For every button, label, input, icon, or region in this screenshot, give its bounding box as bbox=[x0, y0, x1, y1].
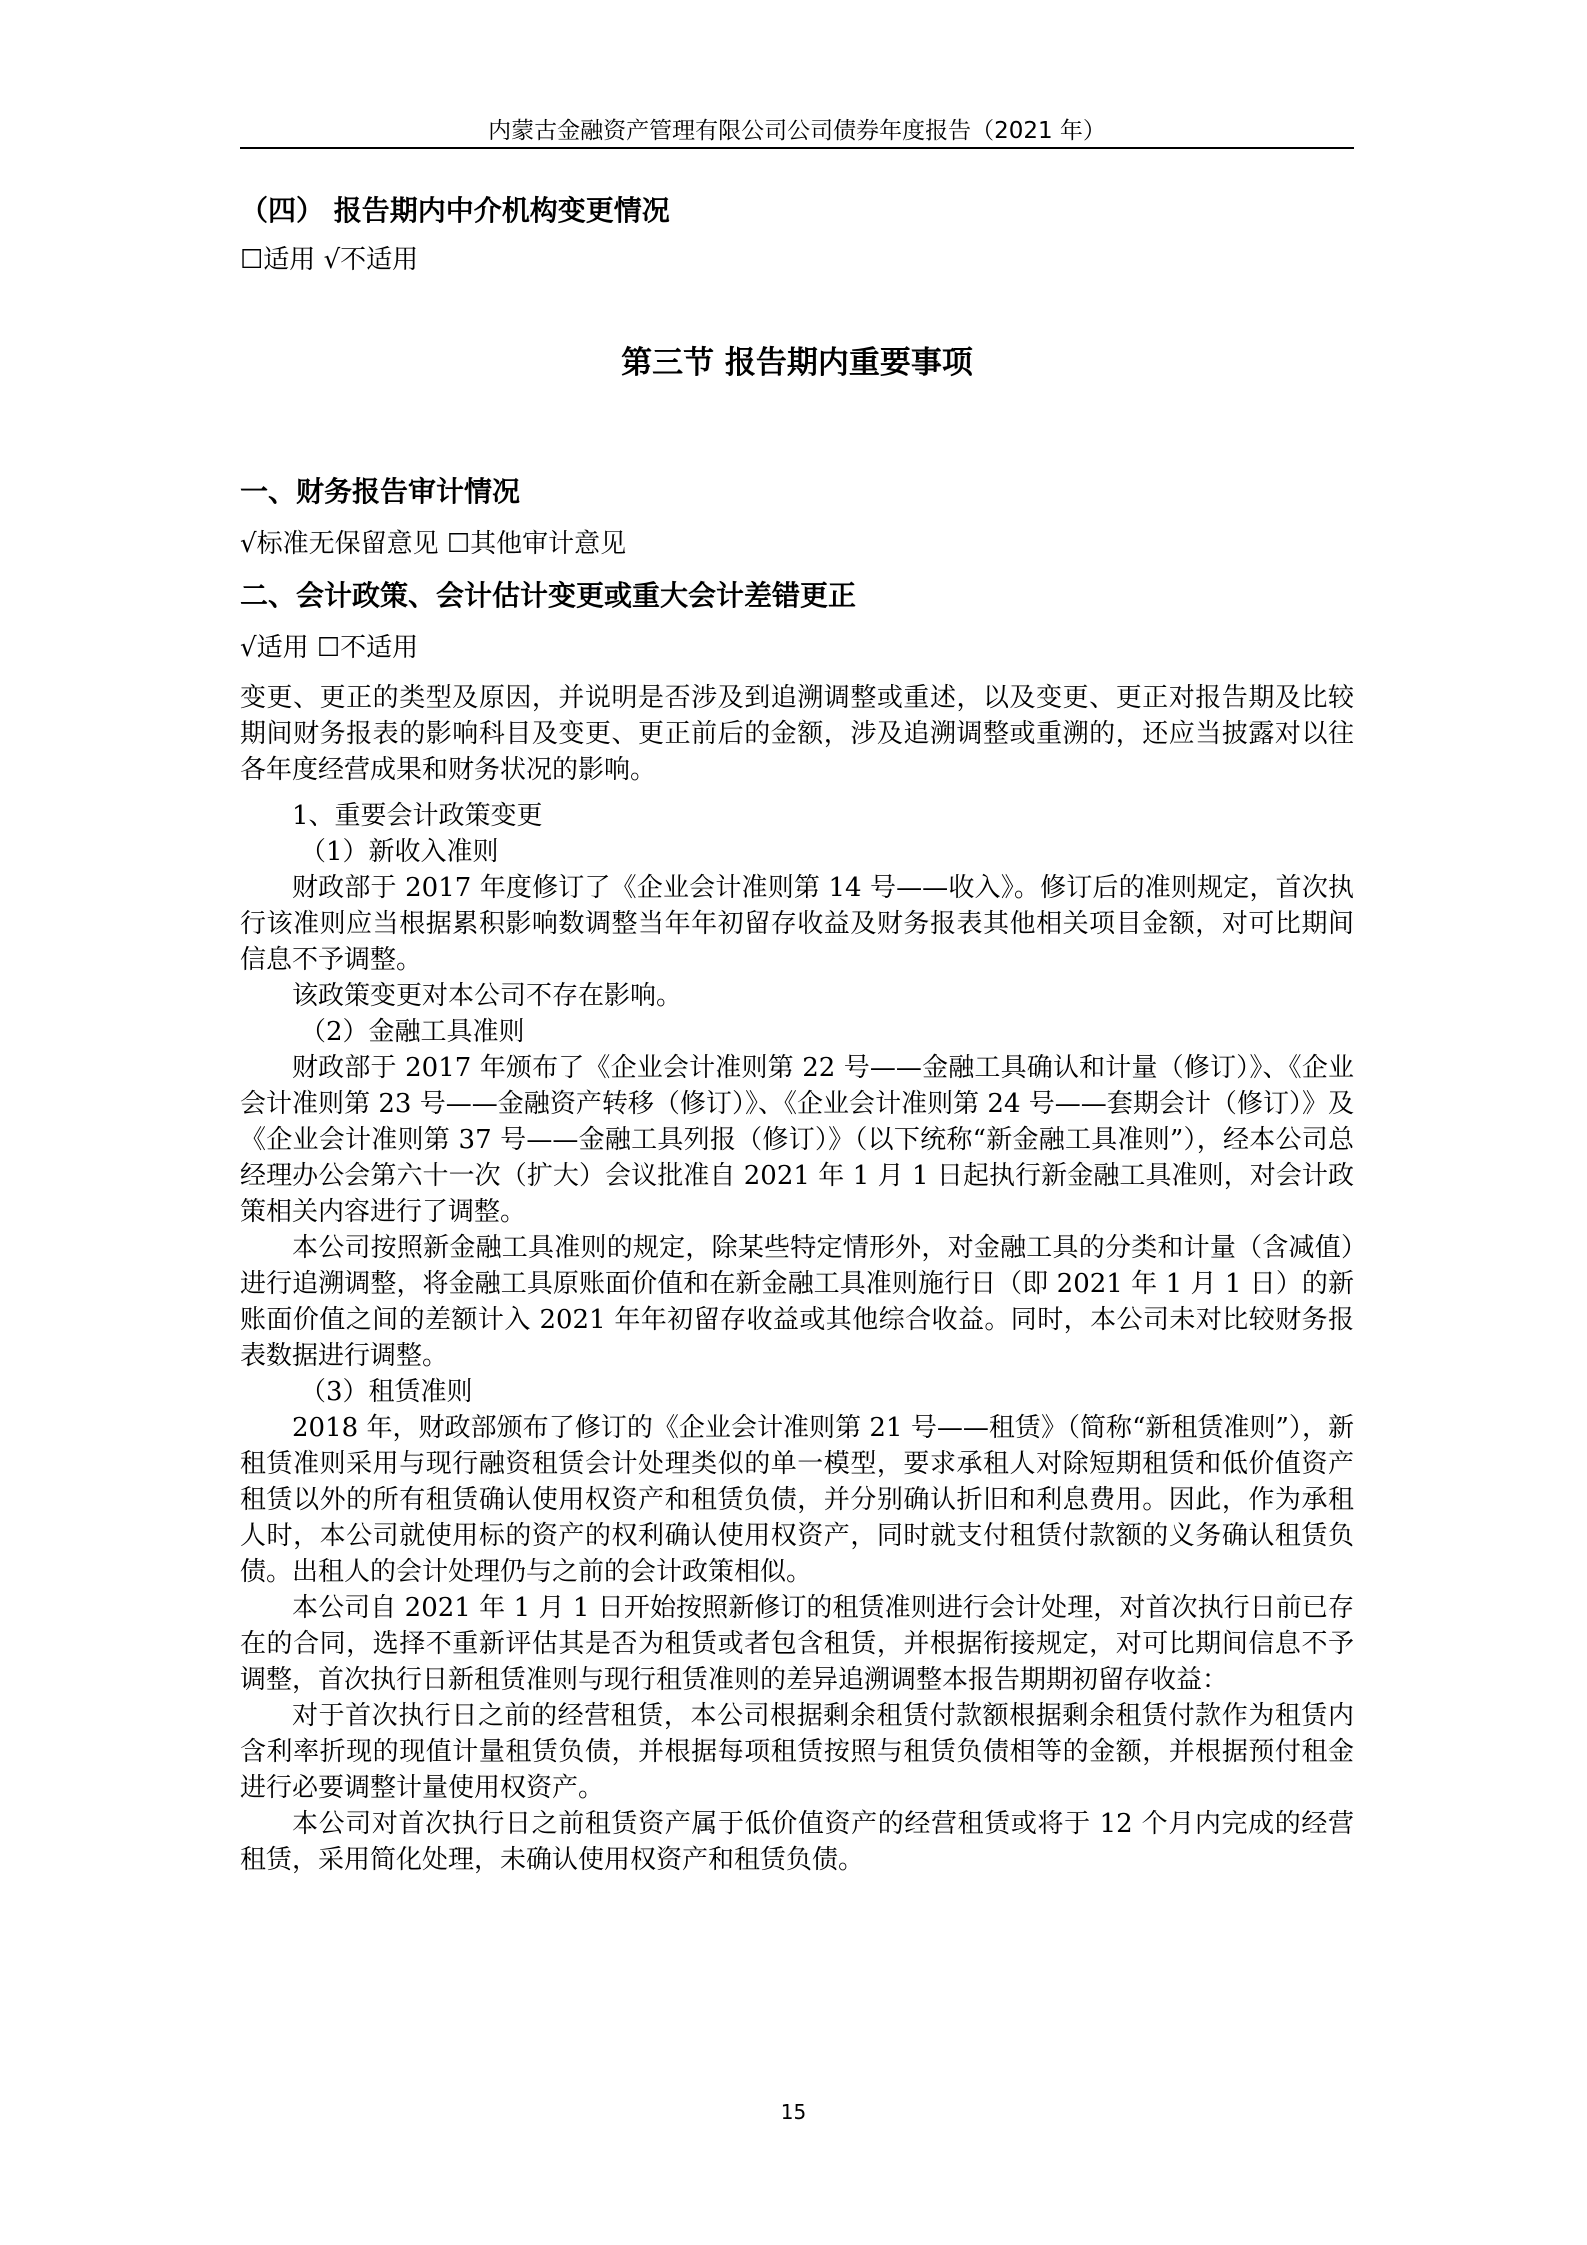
policy-sub-2: （2）金融工具准则 bbox=[300, 1017, 525, 1047]
page-content bbox=[240, 188, 1354, 1878]
policy-paragraph-7: 对于首次执行日之前的经营租赁，本公司根据剩余租赁付款额根据剩余租赁付款作为租赁内含利率折现的现值计量租赁负债，并根据每项租赁按照与租赁负债相等的金额，并根据预付租金进行必要调整计量使用权资产。 bbox=[240, 1701, 1354, 1803]
policy-paragraph-3: 财政部于 2017 年颁布了《企业会计准则第 22 号——金融工具确认和计量（修订）》、《企业会计准则第 23 号——金融资产转移（修订）》、《企业会计准则第 24 号——套期会计（修订）》及《企业会计准则第 37 号——金融工具列报（修订）》（以下统称“新金融工具准则”），经本公司总经理办公会第六十一次（扩大）会议批准自 2021 年 1 月 1 日起执行新金融工具准则，对会计政策相关内容进行了调整。 bbox=[240, 1053, 1354, 1227]
policy-heading: 二、会计政策、会计估计变更或重大会计差错更正 bbox=[240, 579, 857, 612]
audit-heading: 一、财务报告审计情况 bbox=[240, 475, 521, 508]
policy-intro: 变更、更正的类型及原因，并说明是否涉及到追溯调整或重述，以及变更、更正对报告期及比较期间财务报表的影响科目及变更、更正前后的金额，涉及追溯调整或重溯的，还应当披露对以往各年度经营成果和财务状况的影响。 bbox=[240, 683, 1354, 785]
policy-paragraph-1: 财政部于 2017 年度修订了《企业会计准则第 14 号——收入》。修订后的准则规定，首次执行该准则应当根据累积影响数调整当年年初留存收益及财务报表其他相关项目金额，对可比期间信息不予调整。 bbox=[240, 873, 1354, 975]
policy-options: √适用 ☐不适用 bbox=[240, 633, 419, 663]
policy-sub-1: （1）新收入准则 bbox=[300, 837, 499, 867]
policy-paragraph-2: 该政策变更对本公司不存在影响。 bbox=[292, 981, 683, 1011]
page-header: 内蒙古金融资产管理有限公司公司债券年度报告（2021 年） bbox=[488, 118, 1106, 144]
section-title: 第三节 报告期内重要事项 bbox=[621, 345, 973, 381]
policy-paragraph-8: 本公司对首次执行日之前租赁资产属于低价值资产的经营租赁或将于 12 个月内完成的经营租赁，采用简化处理，未确认使用权资产和租赁负债。 bbox=[240, 1809, 1354, 1875]
intermediary-options: ☐适用 √不适用 bbox=[240, 245, 419, 275]
header-rule bbox=[240, 147, 1354, 149]
intermediary-heading: （四） 报告期内中介机构变更情况 bbox=[240, 194, 670, 227]
policy-item-1: 1、重要会计政策变更 bbox=[292, 801, 543, 831]
policy-paragraph-4: 本公司按照新金融工具准则的规定，除某些特定情形外，对金融工具的分类和计量（含减值）进行追溯调整，将金融工具原账面价值和在新金融工具准则施行日（即 2021 年 1 月 1 日）的新账面价值之间的差额计入 2021 年年初留存收益或其他综合收益。同时，本公司未对比较财务报表数据进行调整。 bbox=[240, 1233, 1354, 1371]
audit-options: √标准无保留意见 ☐其他审计意见 bbox=[240, 529, 627, 559]
policy-paragraph-6: 本公司自 2021 年 1 月 1 日开始按照新修订的租赁准则进行会计处理，对首次执行日前已存在的合同，选择不重新评估其是否为租赁或者包含租赁，并根据衔接规定，对可比期间信息不予调整，首次执行日新租赁准则与现行租赁准则的差异追溯调整本报告期期初留存收益： bbox=[240, 1593, 1354, 1695]
page-number: 15 bbox=[780, 2100, 807, 2124]
policy-sub-3: （3）租赁准则 bbox=[300, 1377, 473, 1407]
policy-paragraph-5: 2018 年，财政部颁布了修订的《企业会计准则第 21 号——租赁》（简称“新租赁准则”），新租赁准则采用与现行融资租赁会计处理类似的单一模型，要求承租人对除短期租赁和低价值资产租赁以外的所有租赁确认使用权资产和租赁负债，并分别确认折旧和利息费用。因此，作为承租人时，本公司就使用标的资产的权利确认使用权资产，同时就支付租赁付款额的义务确认租赁负债。出租人的会计处理仍与之前的会计政策相似。 bbox=[240, 1413, 1354, 1587]
